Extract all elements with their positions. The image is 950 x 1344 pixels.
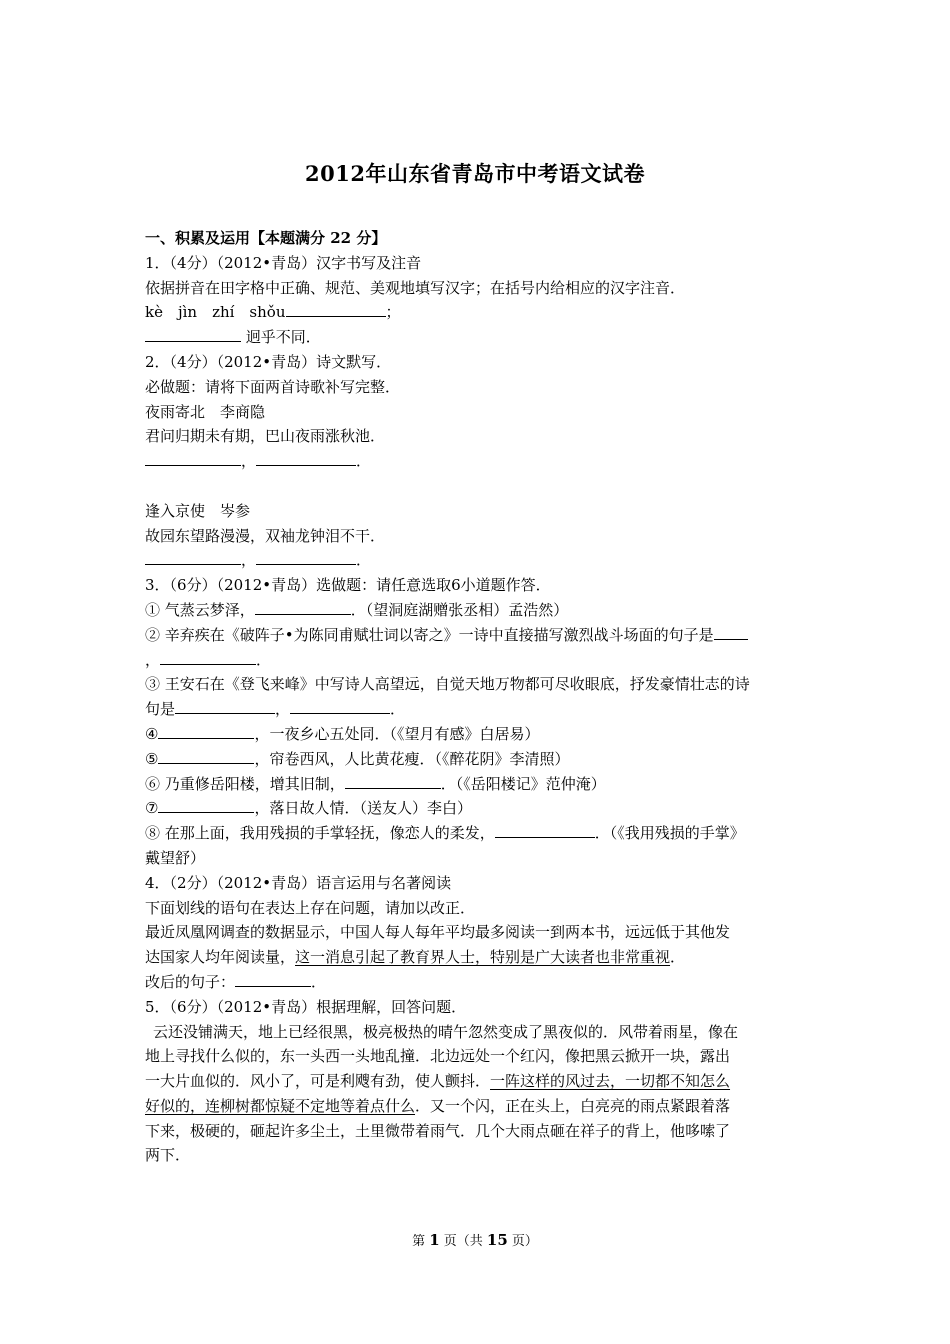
exam-content [145, 226, 810, 1168]
question-3-item-7 [145, 796, 810, 821]
poem-2-line: 故园东望路漫漫，双袖龙钟泪不干． [145, 526, 386, 545]
question-3-item-8 [145, 821, 810, 846]
passage-line-3 [145, 1069, 810, 1094]
punct: ． [356, 452, 372, 471]
punct: ． [670, 948, 686, 967]
answer-blank[interactable] [158, 748, 254, 764]
underlined-sentence: 这一消息引起了教育界人士，特别是广大读者也非常重视 [295, 948, 671, 967]
answer-blank[interactable] [145, 326, 241, 342]
page-total: 15 [486, 1231, 508, 1249]
passage-line-5: 下来，极硬的，砸起许多尘土，土里微带着雨气．几个大雨点砸在祥子的背上，他哆嗦了 [145, 1121, 731, 1140]
answer-blank[interactable] [158, 797, 254, 813]
answer-blank[interactable] [145, 450, 241, 466]
question-1-text: 迥乎不同． [241, 328, 321, 347]
punct: ； [385, 303, 401, 322]
answer-blank[interactable] [255, 599, 351, 615]
answer-blank[interactable] [495, 822, 595, 838]
answer-blank[interactable] [286, 301, 386, 317]
answer-blank[interactable] [256, 450, 356, 466]
pinyin-text: kè jìn zhí shǒu [145, 303, 286, 322]
item-text: ．（《我用残损的手掌》 [594, 824, 745, 843]
item-text: ，落日故人情．（送友人）李白） [254, 799, 472, 818]
passage-line-2: 地上寻找什么似的，东一头西一头地乱撞．北边远处一个红闪，像把黑云掀开一块，露出 [145, 1047, 731, 1066]
item-text: ，一夜乡心五处同．（《望月有感》白居易） [254, 724, 540, 743]
page-number: 1 [429, 1231, 440, 1249]
footer-text: 第 [412, 1234, 430, 1249]
question-1-heading: 1．（4分）（2012•青岛）汉字书写及注音 [145, 253, 422, 272]
question-4-answer-line [145, 970, 810, 995]
question-3-item-3: ③ 王安石在《登飞来峰》中写诗人高望远，自觉天地万物都可尽收眼底，抒发豪情壮志的诗 [145, 675, 750, 694]
poem-2-title: 逢入京使 岑参 [145, 501, 251, 520]
answer-blank[interactable] [158, 723, 254, 739]
answer-blank[interactable] [256, 549, 356, 565]
punct: ． [256, 650, 272, 669]
question-3-item-6 [145, 772, 810, 797]
page-title: 2012年山东省青岛市中考语文试卷 [305, 161, 645, 186]
poem-1-title: 夜雨寄北 李商隐 [145, 402, 266, 421]
item-text: 句是 [145, 700, 176, 719]
passage-line-6: 两下． [145, 1146, 191, 1165]
question-3-item-5 [145, 747, 810, 772]
answer-blank[interactable] [145, 549, 241, 565]
passage-text: 达国家人均年阅读量， [145, 948, 296, 967]
underlined-sentence: 好似的，连柳树都惊疑不定地等着点什么 [145, 1096, 416, 1115]
footer-text: 页（共 [439, 1234, 487, 1249]
question-2-heading: 2．（4分）（2012•青岛）诗文默写． [145, 352, 392, 371]
punct: ， [241, 551, 257, 570]
question-4-instruction: 下面划线的语句在表达上存在问题，请加以改正． [145, 898, 476, 917]
item-text: ⑤ [145, 749, 159, 768]
passage-line-4 [145, 1094, 810, 1119]
question-3-item-8-cont: 戴望舒） [145, 848, 206, 867]
answer-blank[interactable] [160, 649, 256, 665]
footer-text: 页） [507, 1234, 538, 1249]
question-4-passage-2 [145, 945, 810, 970]
underlined-sentence: 一阵这样的风过去，一切都不知怎么 [490, 1072, 731, 1091]
item-text: ．（望洞庭湖赠张丞相）孟浩然） [350, 600, 569, 619]
question-3-item-2-cont [145, 648, 810, 673]
passage-line-1: 云还没铺满天，地上已经很黑，极亮极热的晴午忽然变成了黑夜似的．风带着雨星，像在 [153, 1022, 739, 1041]
poem-1-blanks [145, 449, 810, 474]
item-text: ⑦ [145, 799, 159, 818]
question-3-item-4 [145, 722, 810, 747]
answer-blank[interactable] [345, 773, 441, 789]
question-3-heading: 3．（6分）（2012•青岛）选做题：请任意选取6小道题作答． [145, 576, 551, 595]
passage-text: ．又一个闪，正在头上，白亮亮的雨点紧跟着落 [415, 1096, 731, 1115]
punct: ． [356, 551, 372, 570]
answer-blank[interactable] [714, 624, 748, 640]
question-3-item-2 [145, 623, 810, 648]
punct: ． [311, 972, 327, 991]
item-text: ⑧ 在那上面，我用残损的手掌轻抚，像恋人的柔发， [145, 824, 495, 843]
section-heading: 一、积累及运用【本题满分 22 分】 [145, 229, 387, 247]
punct: ， [145, 650, 161, 669]
punct: ， [275, 700, 291, 719]
item-text: ① 气蒸云梦泽， [145, 600, 255, 619]
question-3-item-1 [145, 598, 810, 623]
question-5-heading: 5．（6分）（2012•青岛）根据理解，回答问题． [145, 997, 467, 1016]
passage-text: 一大片血似的．风小了，可是利飕有劲，使人颤抖． [145, 1072, 491, 1091]
answer-blank[interactable] [290, 698, 390, 714]
poem-2-blanks [145, 548, 810, 573]
item-text: ④ [145, 724, 159, 743]
answer-blank[interactable] [175, 698, 275, 714]
item-text: ⑥ 乃重修岳阳楼，增其旧制， [145, 774, 345, 793]
answer-blank[interactable] [235, 971, 311, 987]
question-1-pinyin-line [145, 300, 810, 325]
question-4-passage-1: 最近凤凰网调查的数据显示，中国人每人每年平均最多阅读一到两本书，远远低于其他发 [145, 923, 731, 942]
answer-label: 改后的句子： [145, 972, 236, 991]
punct: ， [241, 452, 257, 471]
punct: ． [390, 700, 406, 719]
question-3-item-3-cont [145, 697, 810, 722]
poem-1-line: 君问归期未有期，巴山夜雨涨秋池． [145, 427, 386, 446]
item-text: ，帘卷西风，人比黄花瘦．（《醉花阴》李清照） [254, 749, 570, 768]
item-text: ② 辛弃疾在《破阵子•为陈同甫赋壮词以寄之》一诗中直接描写激烈战斗场面的句子是 [145, 625, 714, 644]
question-1-instruction: 依据拼音在田字格中正确、规范、美观地填写汉字；在括号内给相应的汉字注音． [145, 278, 686, 297]
question-1-line [145, 325, 810, 350]
question-4-heading: 4．（2分）（2012•青岛）语言运用与名著阅读 [145, 873, 452, 892]
item-text: ．（《岳阳楼记》范仲淹） [440, 774, 606, 793]
page-footer [0, 1230, 950, 1249]
question-2-instruction: 必做题：请将下面两首诗歌补写完整． [145, 377, 401, 396]
